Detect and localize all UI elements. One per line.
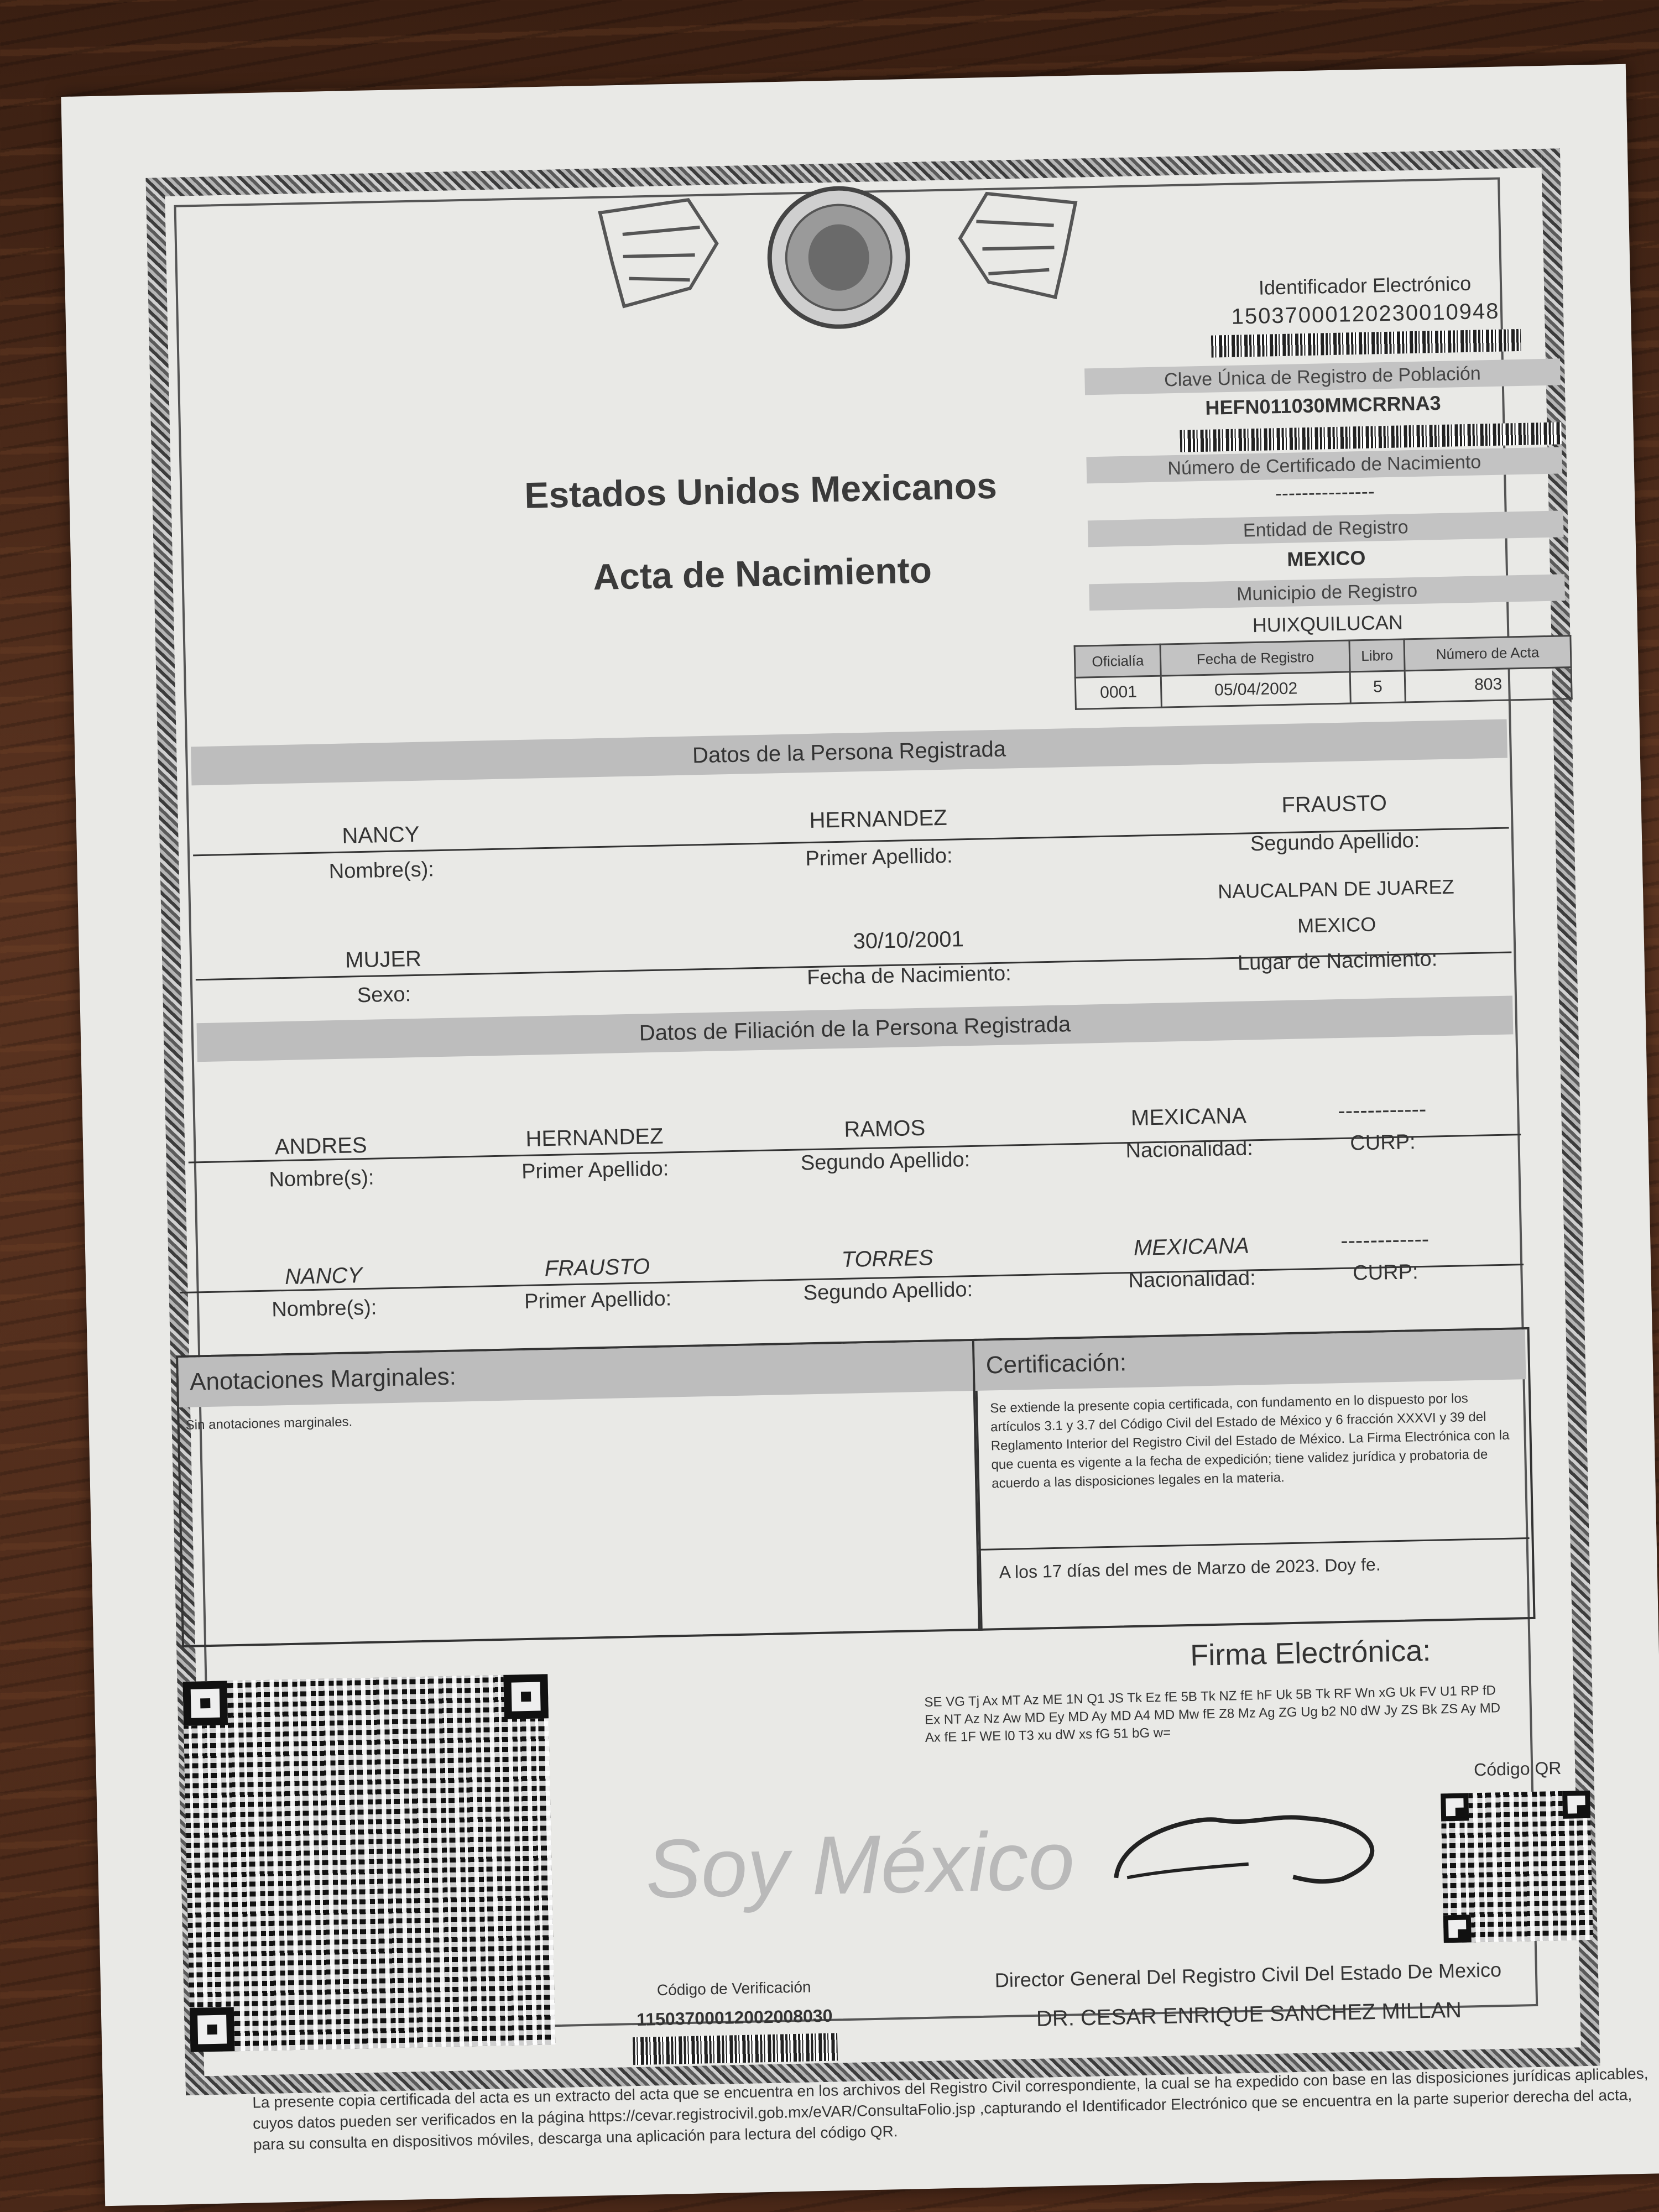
verification-value: 11503700012002008030 xyxy=(636,2005,833,2030)
parent2-nationality: MEXICANA xyxy=(1133,1233,1250,1260)
annotations-title: Anotaciones Marginales: xyxy=(178,1341,973,1407)
national-seal-icon xyxy=(588,169,1089,346)
parent1-first-surname: HERNANDEZ xyxy=(525,1124,664,1151)
parent2-curp-label: CURP: xyxy=(1352,1260,1418,1285)
birth-cert-value: --------------- xyxy=(1275,479,1375,505)
registry-header-book: Libro xyxy=(1349,639,1405,672)
signature-hash: SE VG Tj Ax MT Az ME 1N Q1 JS Tk Ez fE 5B Tk NZ fE hF Uk 5B Tk RF Wn xG Uk FV U1 RP fD Ex NT Az Nz Aw MD Ey MD Ay MD A4 MD Mw fE Z8 Mz Ag ZG Ug b2 N0 dW Jy ZS Bk ZS Ay MD Ax fE 1F WE l0 T3 xu dW xs fG 51 bG w= xyxy=(924,1683,1501,1745)
registry-book: 5 xyxy=(1350,671,1405,703)
signature-title: Firma Electrónica: xyxy=(1190,1634,1431,1672)
person-birth-date-label: Fecha de Nacimiento: xyxy=(806,962,1012,990)
entity-label: Entidad de Registro xyxy=(1088,510,1564,547)
document-title: Acta de Nacimiento xyxy=(592,549,932,598)
qr-label: Código QR xyxy=(1473,1757,1562,1780)
certification-text: Se extiende la presente copia certificada, con fundamento en lo dispuesto por los artículos 3.1 y 3.7 del Código Civil del Estado de México y 6 fracción XXXVI y 39 del Reglamento Interior del Registro Civil del Estado de México. La Firma Electrónica con la que cuenta es vigente a la fecha de expedición; tiene validez jurídica y probatoria de acuerdo a las disposiciones legales en la materia. xyxy=(990,1391,1510,1491)
parent2-curp: ------------ xyxy=(1340,1227,1430,1254)
person-name: NANCY xyxy=(341,822,420,848)
parent1-name: ANDRES xyxy=(274,1133,367,1160)
person-second-surname: FRAUSTO xyxy=(1281,791,1387,818)
municipality-label: Municipio de Registro xyxy=(1089,574,1565,611)
director-title: Director General Del Registro Civil Del Estado De Mexico xyxy=(994,1958,1502,1992)
registry-header-number: Número de Acta xyxy=(1404,636,1571,671)
person-first-surname: HERNANDEZ xyxy=(809,805,947,833)
parent2-first-surname: FRAUSTO xyxy=(544,1254,650,1281)
parent1-name-label: Nombre(s): xyxy=(269,1166,374,1192)
person-second-surname-label: Segundo Apellido: xyxy=(1250,828,1420,856)
parent1-curp: ------------ xyxy=(1337,1097,1427,1124)
annotations-text: Sin anotaciones marginales. xyxy=(185,1414,353,1433)
certificate-paper xyxy=(61,64,1659,2206)
director-name: DR. CESAR ENRIQUE SANCHEZ MILLAN xyxy=(1036,1997,1462,2031)
parent1-first-surname-label: Primer Apellido: xyxy=(521,1157,669,1184)
entity-value: MEXICO xyxy=(1286,546,1366,571)
parent2-name: NANCY xyxy=(284,1263,363,1290)
small-qr-code[interactable] xyxy=(1441,1791,1593,1943)
legal-footer: La presente copia certificada del acta es un extracto del acta que se encuentra en los archivos del Registro Civil correspondiente, la cual se ha expedido con base en las disposiciones jurídicas aplicables, cuyos datos pueden ser verificados en la página https://cevar.registrocivil.gob.mx/eVAR/ConsultaFolio.jsp ,capturando el Identificador Electrónico que se encuentra en la parte superior derecha del acta, para su consulta en dispositivos móviles, descarga una aplicación para lectura del código QR. xyxy=(252,2064,1648,2153)
certification-title: Certificación: xyxy=(974,1329,1526,1391)
person-first-surname-label: Primer Apellido: xyxy=(805,844,953,871)
verification-label: Código de Verificación xyxy=(656,1978,811,1999)
person-birth-place-label: Lugar de Nacimiento: xyxy=(1237,947,1438,975)
registry-header-oficialia: Oficialía xyxy=(1074,644,1161,677)
person-sex: MUJER xyxy=(345,946,422,973)
soy-mexico-watermark: Soy México xyxy=(644,1813,1076,1916)
curp-label: Clave Única de Registro de Población xyxy=(1084,358,1561,395)
parent1-second-surname-label: Segundo Apellido: xyxy=(800,1148,971,1175)
municipality-value: HUIXQUILUCAN xyxy=(1252,611,1404,637)
parent2-nationality-label: Nacionalidad: xyxy=(1128,1266,1256,1293)
parent1-curp-label: CURP: xyxy=(1349,1130,1416,1155)
birth-place-line2: MEXICO xyxy=(1297,912,1376,937)
parent2-second-surname-label: Segundo Apellido: xyxy=(803,1278,973,1305)
parent1-nationality: MEXICANA xyxy=(1130,1103,1247,1130)
person-name-label: Nombre(s): xyxy=(328,858,435,884)
person-birth-date: 30/10/2001 xyxy=(853,927,964,954)
registry-table xyxy=(1074,635,1573,710)
parent2-name-label: Nombre(s): xyxy=(271,1296,377,1322)
country-title: Estados Unidos Mexicanos xyxy=(524,465,998,516)
registry-header-date: Fecha de Registro xyxy=(1161,640,1350,676)
registry-oficialia: 0001 xyxy=(1075,676,1162,709)
parent1-nationality-label: Nacionalidad: xyxy=(1125,1136,1254,1163)
electronic-id-value: 15037000120230010948 xyxy=(1231,299,1500,329)
registry-date: 05/04/2002 xyxy=(1161,672,1351,707)
electronic-id-label: Identificador Electrónico xyxy=(1258,272,1472,299)
parent1-second-surname: RAMOS xyxy=(843,1115,926,1142)
person-section-title: Datos de la Persona Registrada xyxy=(191,719,1507,786)
birth-cert-label: Número de Certificado de Nacimiento xyxy=(1086,447,1562,483)
handwritten-signature-icon xyxy=(1109,1794,1398,1895)
certification-date: A los 17 días del mes de Marzo de 2023. Doy fe. xyxy=(999,1554,1381,1583)
registry-number: 803 xyxy=(1405,667,1572,702)
large-qr-code[interactable] xyxy=(182,1674,555,2052)
person-sex-label: Sexo: xyxy=(357,983,411,1008)
birth-place-line1: NAUCALPAN DE JUAREZ xyxy=(1217,875,1454,903)
parent2-second-surname: TORRES xyxy=(841,1245,934,1272)
parent2-first-surname-label: Primer Apellido: xyxy=(524,1287,672,1313)
verification-barcode xyxy=(633,2033,838,2065)
curp-value: HEFN011030MMCRRNA3 xyxy=(1205,391,1441,419)
filiation-section-title: Datos de Filiación de la Persona Registrada xyxy=(196,995,1513,1062)
